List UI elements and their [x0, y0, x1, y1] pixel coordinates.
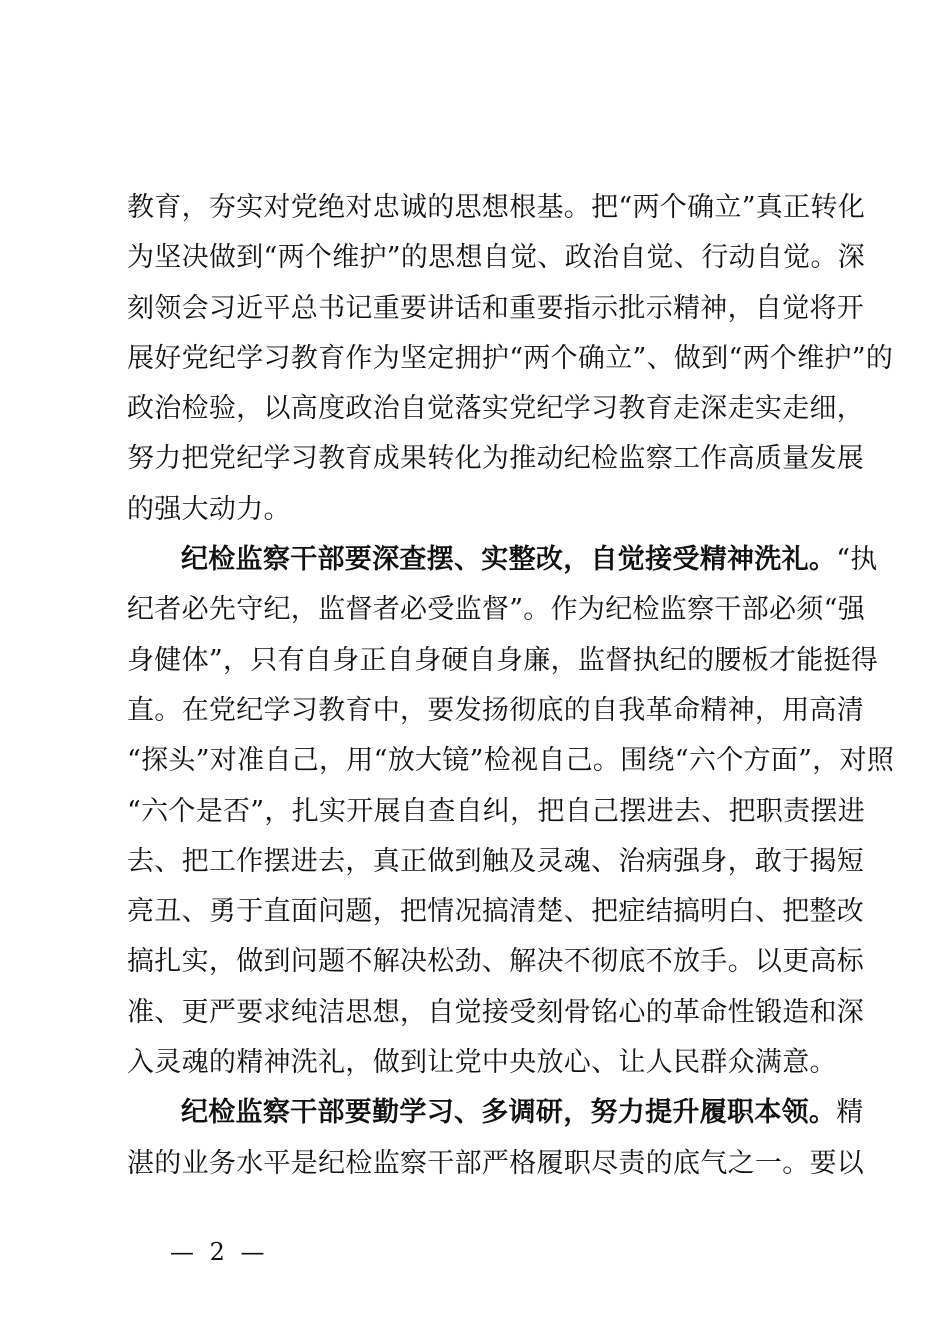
text-line: 亮丑、勇于直面问题，把情况搞清楚、把症结搞明白、把整改	[127, 896, 865, 928]
text-line: 去、把工作摆进去，真正做到触及灵魂、治病强身，敢于揭短	[127, 845, 865, 877]
page-number: — 2 —	[170, 1238, 269, 1266]
text-line: 准、更严要求纯洁思想，自觉接受刻骨铭心的革命性锻造和深	[127, 996, 865, 1028]
paragraph-first-line	[127, 1088, 864, 1138]
text-line: 为坚决做到“两个维护”的思想自觉、政治自觉、行动自觉。深	[127, 242, 866, 274]
text-line: 政治检验，以高度政治自觉落实党纪学习教育走深走实走细，	[127, 393, 865, 425]
paragraph-heading: 纪检监察干部要勤学习、多调研，努力提升履职本领。	[181, 1097, 837, 1129]
text-line: 教育，夯实对党绝对忠诚的思想根基。把“两个确立”真正转化	[127, 192, 866, 223]
text-line: 入灵魂的精神洗礼，做到让党中央放心、让人民群众满意。	[127, 1047, 837, 1079]
text-line: 的强大动力。	[127, 493, 291, 525]
text-line: 直。在党纪学习教育中，要发扬彻底的自我革命精神，用高清	[127, 694, 865, 726]
text-line: 身健体”，只有自身正自身硬自身廉，监督执纪的腰板才能挺得	[127, 644, 879, 676]
text-line: 搞扎实，做到问题不解决松劲、解决不彻底不放手。以更高标	[127, 946, 865, 978]
text-line: “探头”对准自己，用“放大镜”检视自己。围绕“六个方面”，对照	[127, 745, 895, 777]
body-text	[127, 183, 895, 1189]
text-line: 湛的业务水平是纪检监察干部严格履职尽责的底气之一。要以	[127, 1147, 865, 1179]
paragraph-first-rest: “执	[836, 544, 878, 576]
text-line: 纪者必先守纪，监督者必受监督”。作为纪检监察干部必须“强	[127, 594, 866, 626]
text-line: “六个是否”，扎实开展自查自纠，把自己摆进去、把职责摆进	[127, 795, 866, 827]
text-line: 展好党纪学习教育作为坚定拥护“两个确立”、做到“两个维护”的	[127, 342, 894, 374]
paragraph-heading: 纪检监察干部要深查摆、实整改，自觉接受精神洗礼。	[181, 544, 837, 576]
paragraph-first-line	[127, 535, 878, 585]
text-line: 刻领会习近平总书记重要讲话和重要指示批示精神，自觉将开	[127, 292, 865, 324]
text-line: 努力把党纪学习教育成果转化为推动纪检监察工作高质量发展	[127, 443, 865, 475]
paragraph-first-rest: 精	[836, 1097, 864, 1129]
